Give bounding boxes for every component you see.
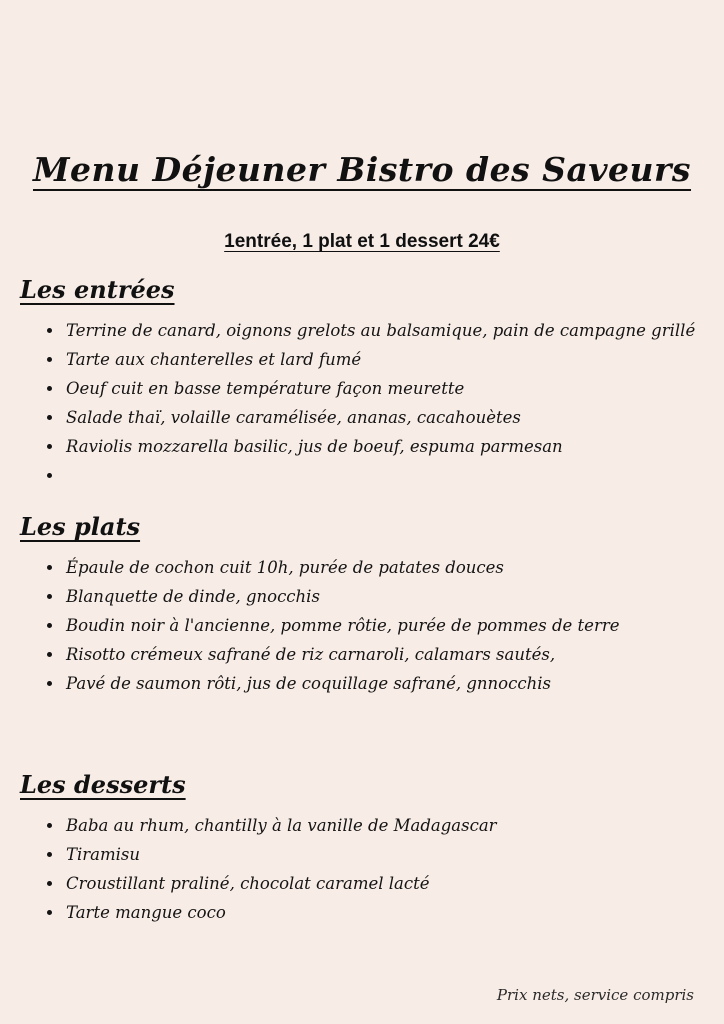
menu-title: Menu Déjeuner Bistro des Saveurs [32, 150, 692, 189]
section-desserts [20, 770, 704, 927]
menu-item: • Tarte aux chanterelles et lard fumé [64, 345, 704, 374]
menu-item: • Croustillant praliné, chocolat caramel lacté [64, 869, 704, 898]
menu-item: • Raviolis mozzarella basilic, jus de boeuf, espuma parmesan [64, 432, 704, 461]
menu-item: • Tarte mangue coco [64, 898, 704, 927]
menu-item: • Épaule de cochon cuit 10h, purée de patates douces [64, 553, 704, 582]
menu-item: • Baba au rhum, chantilly à la vanille de Madagascar [64, 811, 704, 840]
entrees-list [20, 316, 704, 490]
menu-item: • Salade thaï, volaille caramélisée, ananas, cacahouètes [64, 403, 704, 432]
menu-item-empty [64, 461, 704, 490]
plats-list [20, 553, 704, 698]
section-heading-entrees: Les entrées [20, 275, 175, 304]
menu-item: • Blanquette de dinde, gnocchis [64, 582, 704, 611]
footer-note: Prix nets, service compris [496, 986, 694, 1004]
section-plats [20, 512, 704, 698]
section-heading-desserts: Les desserts [20, 770, 186, 799]
menu-item: • Terrine de canard, oignons grelots au balsamique, pain de campagne grillé [64, 316, 704, 345]
menu-item: • Boudin noir à l'ancienne, pomme rôtie, purée de pommes de terre [64, 611, 704, 640]
menu-item: • Pavé de saumon rôti, jus de coquillage safrané, gnnocchis [64, 669, 704, 698]
menu-formula-subtitle: 1entrée, 1 plat et 1 dessert 24€ [224, 231, 500, 252]
menu-item: • Risotto crémeux safrané de riz carnaroli, calamars sautés, [64, 640, 704, 669]
menu-item: • Oeuf cuit en basse température façon meurette [64, 374, 704, 403]
section-heading-plats: Les plats [20, 512, 141, 541]
menu-item: • Tiramisu [64, 840, 704, 869]
section-entrees [20, 275, 704, 490]
desserts-list [20, 811, 704, 927]
